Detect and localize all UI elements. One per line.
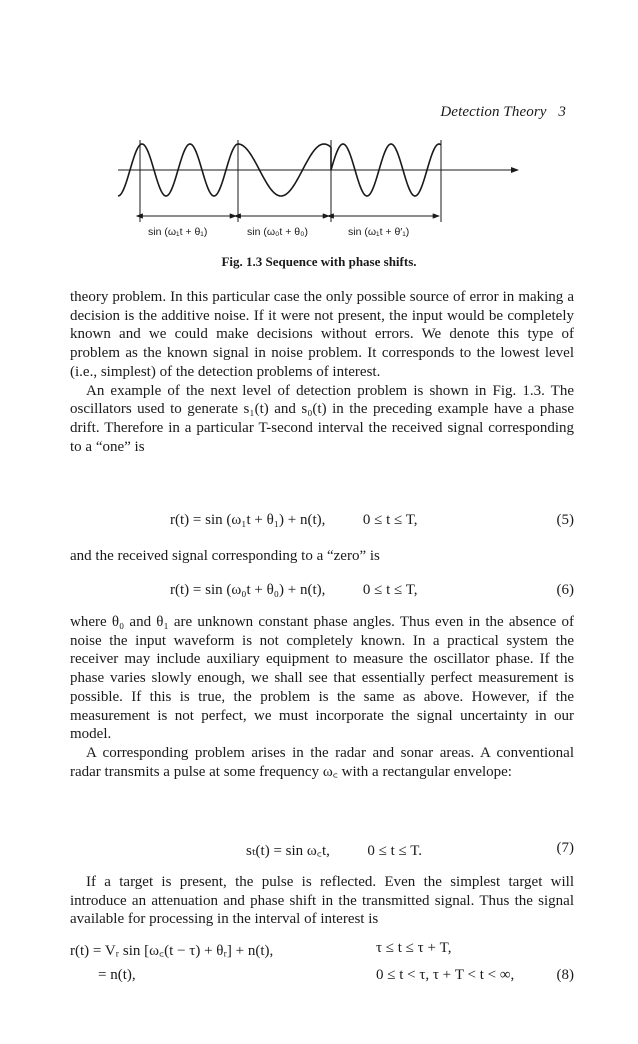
body-block-3 xyxy=(70,613,574,781)
equation-7 xyxy=(246,840,422,860)
body-block-1 xyxy=(70,288,574,456)
figure-caption: Fig. 1.3 Sequence with phase shifts. xyxy=(221,254,417,269)
equation-7-range: 0 ≤ t ≤ T. xyxy=(367,843,423,859)
equation-8-number: (8) xyxy=(556,967,574,983)
equation-6-number: (6) xyxy=(556,582,574,598)
header-title: Detection Theory xyxy=(440,104,547,120)
paragraph-1: theory problem. In this particular case the only possible source of error in making a decision is the additive noise. If it were not present, the input would be completely known and we could make decisions without errors. We denote this type of problem as the known signal in noise problem. It corresponds to the lowest level (i.e., simplest) of the detection problems of interest. xyxy=(70,289,574,380)
running-header xyxy=(440,104,566,121)
page-number: 3 xyxy=(558,104,566,120)
equation-8a-range: τ ≤ t ≤ τ + T, xyxy=(376,940,452,956)
equation-5 xyxy=(170,512,418,529)
figure-phase-shifts xyxy=(110,132,530,242)
paragraph-3: and the received signal corresponding to a “zero” is xyxy=(70,548,380,564)
interval-label-3: sin (ω₁t + θ′₁) xyxy=(348,226,410,238)
body-block-4 xyxy=(70,873,574,929)
paragraph-5: A corresponding problem arises in the radar and sonar areas. A conventional radar transmits a pulse at some frequency ω꜀ with a rectangular envelope: xyxy=(70,744,574,780)
equation-5-number: (5) xyxy=(556,512,574,528)
paragraph-4: where θ₀ and θ₁ are unknown constant phase angles. Thus even in the absence of noise the input waveform is not completely known. In a practical system the receiver may include auxiliary equipment to measure the oscillator phase. If the phase varies slowly enough, we shall see that essentially perfect measurement is possible. If this is true, the problem is the same as above. However, if the measurement is not perfect, we must incorporate the signal uncertainty in our model. xyxy=(70,614,574,743)
equation-6 xyxy=(170,582,418,599)
paragraph-6: If a target is present, the pulse is reflected. Even the simplest target will introduce an attenuation and phase shift in the transmitted signal. Thus the signal available for processing in the interval of interest is xyxy=(70,874,574,928)
equation-8b-lhs: = n(t), xyxy=(98,967,136,983)
interval-label-1: sin (ω₁t + θ₁) xyxy=(148,226,208,238)
interval-label-2: sin (ω₀t + θ₀) xyxy=(247,226,308,238)
equation-6-range: 0 ≤ t ≤ T, xyxy=(362,582,418,598)
equation-5-range: 0 ≤ t ≤ T, xyxy=(362,512,418,528)
equation-8b-range: 0 ≤ t < τ, τ + T < t < ∞, xyxy=(376,967,515,983)
equation-7-number: (7) xyxy=(556,840,574,856)
equation-7-lhs: sₜ(t) = sin ω꜀t, xyxy=(246,843,330,859)
body-block-2 xyxy=(70,547,574,566)
equation-8a-lhs: r(t) = Vᵣ sin [ω꜀(t − τ) + θᵣ] + n(t), xyxy=(70,943,274,959)
equation-5-lhs: r(t) = sin (ω₁t + θ₁) + n(t), xyxy=(170,512,326,528)
equation-6-lhs: r(t) = sin (ω₀t + θ₀) + n(t), xyxy=(170,582,326,598)
paragraph-2: An example of the next level of detection problem is shown in Fig. 1.3. The oscillators used to generate s₁(t) and s₀(t) in the preceding example have a phase drift. Therefore in a particular T-second interval the received signal corresponding to a “one” is xyxy=(70,382,574,455)
